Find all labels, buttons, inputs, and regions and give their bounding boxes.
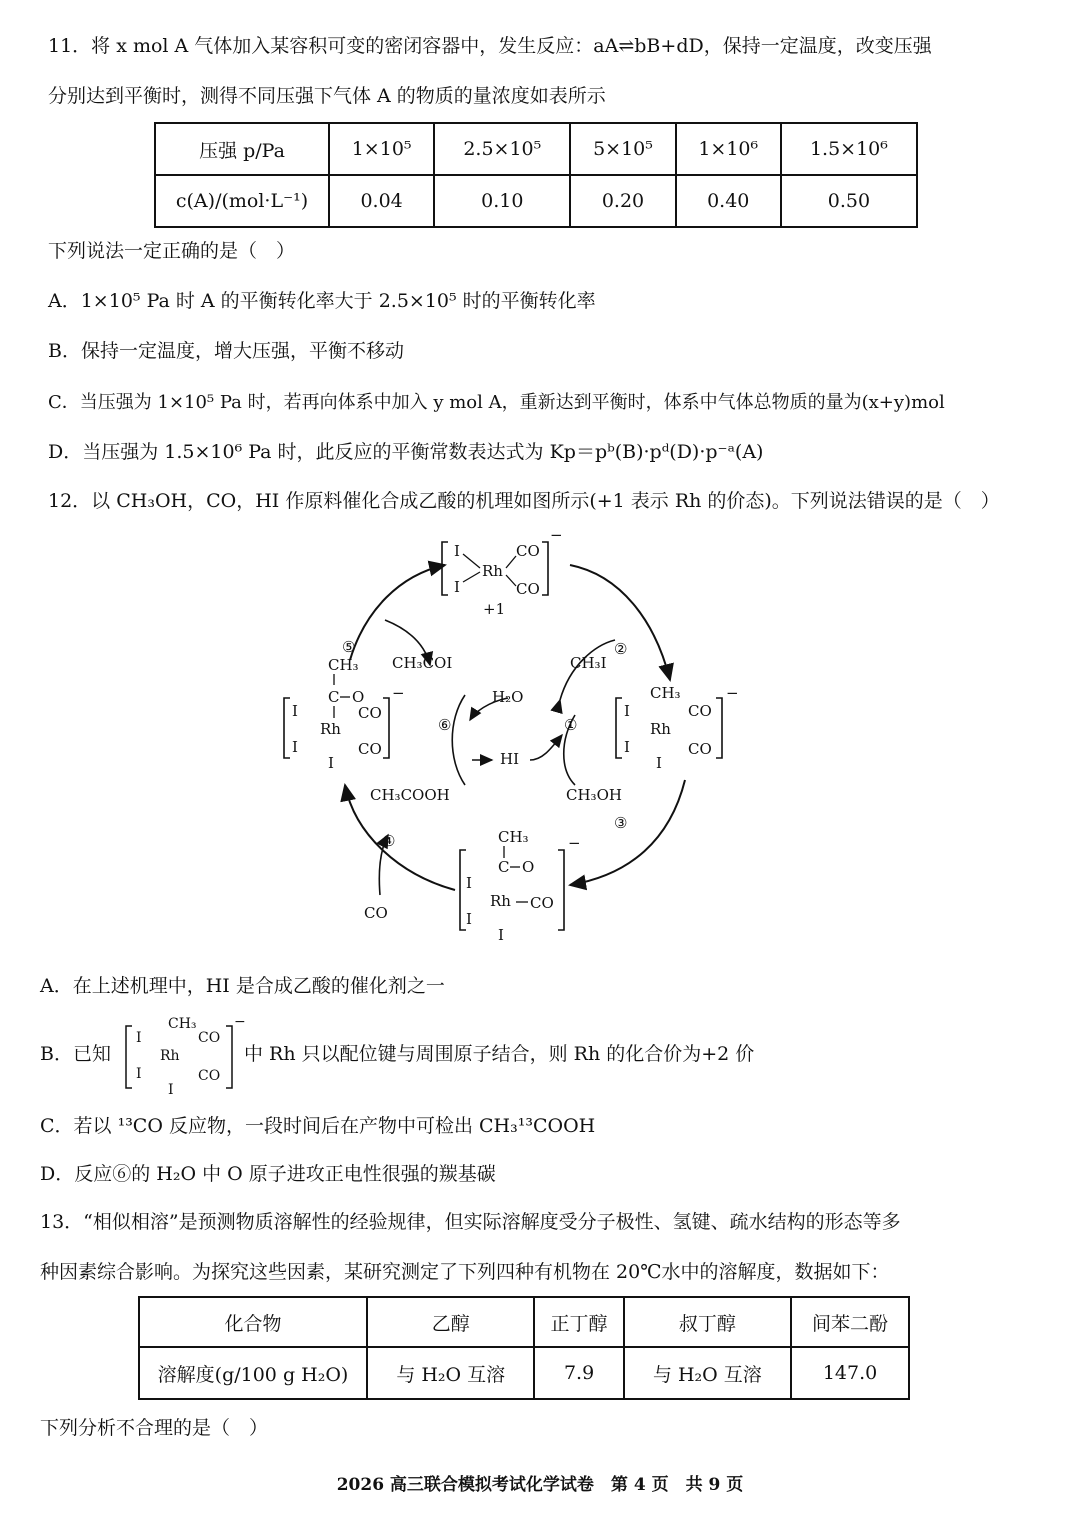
q11-table-pressure-cell: 2.5×10⁵	[434, 123, 570, 175]
atom-label: CO	[688, 702, 712, 720]
atom-label: CH₃	[650, 684, 681, 702]
atom-label: C	[498, 858, 510, 876]
species-ch3cooh: CH₃COOH	[370, 786, 450, 804]
q13-table-data-cell: 溶解度(g/100 g H₂O)	[139, 1347, 367, 1399]
atom-label: CH₃	[168, 1016, 197, 1032]
charge-label: −	[392, 684, 405, 702]
species-ch3i: CH₃I	[570, 654, 607, 672]
q12-option-b-suffix: 中 Rh 只以配位键与周围原子结合，则 Rh 的化合价为+2 价	[244, 1043, 755, 1065]
q13-table-header-cell: 叔丁醇	[624, 1297, 791, 1347]
atom-label: Rh	[320, 720, 341, 738]
q12-option-c: C．若以 ¹³CO 反应物，一段时间后在产物中可检出 CH₃¹³COOH	[40, 1115, 596, 1137]
atom-label: Rh	[482, 562, 503, 580]
q12-option-d: D．反应⑥的 H₂O 中 O 原子进攻正电性很强的羰基碳	[40, 1163, 496, 1185]
q13-prompt: 下列分析不合理的是（ ）	[40, 1417, 269, 1439]
species-ch3oh: CH₃OH	[566, 786, 622, 804]
q13-table-header-cell: 正丁醇	[534, 1297, 623, 1347]
page-footer: 2026 高三联合模拟考试化学试卷 第 4 页 共 9 页	[336, 1475, 744, 1495]
atom-label: I	[454, 578, 460, 596]
step-number-3: ③	[614, 814, 628, 832]
complex-bottom-rh	[460, 828, 581, 944]
q11-table-concentration-cell: 0.10	[434, 175, 570, 227]
atom-label: I	[624, 738, 630, 756]
atom-label: CO	[198, 1030, 221, 1046]
species-h2o: H₂O	[492, 688, 524, 706]
arrow-hi-from-loop	[530, 735, 562, 760]
atom-label: Rh	[490, 892, 511, 910]
q11-stem-line2: 分别达到平衡时，测得不同压强下气体 A 的物质的量浓度如表所示	[48, 85, 606, 107]
charge-label: −	[234, 1014, 246, 1030]
catalytic-cycle-svg	[270, 520, 770, 960]
atom-label: CO	[516, 542, 540, 560]
q12-stem: 12．以 CH₃OH，CO，HI 作原料催化合成乙酸的机理如图所示(+1 表示 Rh 的价态)。下列说法错误的是（ ）	[48, 490, 1000, 512]
inline-rh-complex-svg	[122, 1014, 246, 1098]
step-number-1: ①	[564, 716, 578, 734]
atom-label: CO	[688, 740, 712, 758]
q11-table-pressure-header: 压强 p/Pa	[155, 123, 329, 175]
charge-label: −	[726, 684, 739, 702]
atom-label: I	[466, 874, 472, 892]
q13-table-data-cell: 7.9	[534, 1347, 623, 1399]
atom-label: CO	[516, 580, 540, 598]
q13-stem-line1: 13．“相似相溶”是预测物质溶解性的经验规律，但实际溶解度受分子极性、氢键、疏水结构的形态等多	[40, 1211, 901, 1233]
atom-label: CH₃	[498, 828, 529, 846]
atom-label: I	[328, 754, 334, 772]
species-hi: HI	[500, 750, 520, 768]
q13-table-data-cell: 与 H₂O 互溶	[624, 1347, 791, 1399]
step-number-6: ⑥	[438, 716, 452, 734]
atom-label: I	[136, 1066, 142, 1082]
q12-option-a: A．在上述机理中，HI 是合成乙酸的催化剂之一	[40, 975, 445, 997]
atom-label: I	[656, 754, 662, 772]
species-ch3coi: CH₃COI	[392, 654, 453, 672]
cycle-arc-left-top	[350, 565, 445, 660]
q13-table-data-cell: 与 H₂O 互溶	[367, 1347, 534, 1399]
step-number-4: ④	[382, 832, 396, 850]
atom-label: CH₃	[328, 656, 359, 674]
step-number-5: ⑤	[342, 638, 356, 656]
q13-table-header-cell: 间苯二酚	[791, 1297, 909, 1347]
q12-option-b-prefix: B．已知	[40, 1043, 111, 1065]
species-co: CO	[364, 904, 388, 922]
oxidation-state-label: +1	[483, 600, 506, 618]
atom-label: I	[454, 542, 460, 560]
q12-option-b-complex	[122, 1014, 246, 1098]
atom-label: CO	[358, 740, 382, 758]
complex-left-rh	[284, 656, 405, 772]
q11-option-d: D．当压强为 1.5×10⁶ Pa 时，此反应的平衡常数表达式为 Kp＝pᵇ(B)·pᵈ(D)·p⁻ᵃ(A)	[48, 441, 764, 463]
complex-top-rh	[442, 526, 563, 618]
q11-table-concentration-cell: 0.50	[781, 175, 917, 227]
q11-table-concentration-header: c(A)/(mol·L⁻¹)	[155, 175, 329, 227]
charge-label: −	[550, 526, 563, 544]
q13-stem-line2: 种因素综合影响。为探究这些因素，某研究测定了下列四种有机物在 20℃水中的溶解度，数据如下：	[40, 1261, 890, 1283]
q11-table-pressure-cell: 1×10⁵	[329, 123, 434, 175]
q13-solubility-table	[138, 1296, 910, 1400]
q11-pressure-table	[154, 122, 918, 228]
q11-table-concentration-cell: 0.40	[676, 175, 781, 227]
q13-table-header-cell: 化合物	[139, 1297, 367, 1347]
atom-label: I	[292, 702, 298, 720]
atom-label: I	[292, 738, 298, 756]
step-number-2: ②	[614, 640, 628, 658]
q11-stem-line1: 11．将 x mol A 气体加入某容积可变的密闭容器中，发生反应：aA⇌bB+dD，保持一定温度，改变压强	[48, 35, 932, 57]
atom-label: CO	[198, 1068, 221, 1084]
atom-label: CO	[358, 704, 382, 722]
atom-label: O	[522, 858, 535, 876]
q13-table-header-cell: 乙醇	[367, 1297, 534, 1347]
atom-label: I	[168, 1082, 174, 1098]
q11-table-concentration-cell: 0.04	[329, 175, 434, 227]
q11-option-a: A．1×10⁵ Pa 时 A 的平衡转化率大于 2.5×10⁵ 时的平衡转化率	[48, 290, 596, 312]
atom-label: I	[466, 910, 472, 928]
catalytic-cycle-diagram	[270, 520, 770, 960]
atom-label: C	[328, 688, 340, 706]
q11-option-c: C．当压强为 1×10⁵ Pa 时，若再向体系中加入 y mol A，重新达到平衡时，体系中气体总物质的量为(x+y)mol	[48, 392, 945, 413]
atom-label: Rh	[160, 1048, 180, 1064]
loop-left	[452, 695, 465, 785]
q11-table-pressure-cell: 1×10⁶	[676, 123, 781, 175]
atom-label: I	[498, 926, 504, 944]
atom-label: I	[136, 1030, 142, 1046]
q11-table-pressure-cell: 5×10⁵	[570, 123, 675, 175]
q11-prompt: 下列说法一定正确的是（ ）	[48, 240, 296, 262]
atom-label: I	[624, 702, 630, 720]
q13-table-data-cell: 147.0	[791, 1347, 909, 1399]
charge-label: −	[568, 834, 581, 852]
atom-label: Rh	[650, 720, 671, 738]
atom-label: O	[352, 688, 365, 706]
atom-label: CO	[530, 894, 554, 912]
complex-right-rh	[616, 684, 739, 772]
q11-table-pressure-cell: 1.5×10⁶	[781, 123, 917, 175]
q11-table-concentration-cell: 0.20	[570, 175, 675, 227]
q11-option-b: B．保持一定温度，增大压强，平衡不移动	[48, 340, 404, 362]
